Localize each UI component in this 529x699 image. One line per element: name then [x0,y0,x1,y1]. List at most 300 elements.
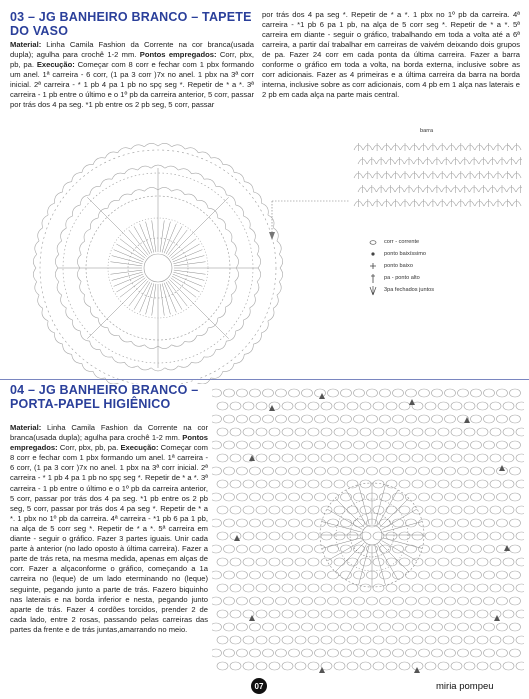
chart-stitch-mark [367,467,378,475]
chart-stitch-mark [269,428,280,436]
chart-stitch-mark [432,571,443,579]
chart-stitch-mark [61,295,67,308]
chart-stitch-mark [218,307,226,318]
symbol-legend [362,236,512,296]
chart-stitch-mark [451,402,462,410]
chart-stitch-mark [346,490,367,526]
chart-stitch-mark [321,428,332,436]
chart-stitch-mark [497,519,508,527]
chart-stitch-mark [276,467,287,475]
chart-stitch-mark [84,229,90,241]
chart-stitch-mark [269,558,280,566]
chart-stitch-mark [230,480,241,488]
chart-stitch-mark [230,636,241,644]
chart-stitch-mark [295,610,306,618]
chart-stitch-mark [224,571,235,579]
chart-stitch-mark [250,441,261,449]
chart-stitch-mark [490,636,501,644]
legend-item [362,260,512,272]
chart-stitch-mark [237,493,248,501]
chart-stitch-mark [84,295,90,307]
chart-stitch-mark [438,506,449,514]
chart-stitch-mark [100,179,112,186]
chart-stitch-mark [484,649,495,657]
chart-stitch-mark [419,649,430,657]
chart-stitch-mark [438,558,449,566]
chart-stitch-mark [516,610,524,618]
chart-stitch-mark [105,152,118,158]
chart-stitch-mark [497,415,508,423]
chart-stitch-mark [341,649,352,657]
chart-stitch-mark [302,649,313,657]
chart-stitch-mark [386,584,397,592]
chart-stitch-mark [464,610,475,618]
chart-stitch-mark [503,402,514,410]
material-label: Material: [10,40,42,49]
chart-stitch-mark [464,417,470,423]
chart-stitch-mark [499,465,505,471]
legend-label: ponto baixíssimo [384,250,426,257]
chart-stitch-mark [445,649,456,657]
chart-stitch-mark [382,541,418,562]
chart-stitch-mark [328,467,339,475]
chart-stitch-mark [354,571,365,579]
chart-stitch-mark [321,636,332,644]
stick-icon [362,273,384,284]
chart-stitch-mark [490,480,501,488]
chart-stitch-mark [315,571,326,579]
chart-stitch-mark [125,169,138,174]
chart-stitch-mark [477,558,488,566]
section1-title-line1: 03 – JG BANHEIRO BRANCO – TAPETE [10,10,252,24]
chart-stitch-mark [169,279,228,338]
chart-stitch-mark [212,415,222,423]
chart-stitch-mark [484,389,495,397]
chart-stitch-mark [172,276,200,292]
chart-stitch-mark [516,584,524,592]
chart-stitch-mark [289,571,300,579]
chart-stitch-mark [87,279,146,338]
chart-stitch-mark [334,662,345,670]
chart-stitch-mark [497,441,508,449]
chart-stitch-mark [282,662,293,670]
chart-stitch-mark [185,194,197,200]
chart-stitch-mark [230,584,241,592]
chart-stitch-mark [289,441,300,449]
chart-stitch-mark [289,545,300,553]
chart-stitch-mark [257,254,261,268]
chart-stitch-mark [158,187,172,191]
chart-stitch-mark [334,558,345,566]
chart-stitch-mark [172,341,185,346]
chart-stitch-mark [256,662,267,670]
chart-stitch-mark [308,454,319,462]
chart-stitch-mark [256,480,267,488]
chart-stitch-mark [334,610,345,618]
chart-stitch-mark [373,402,384,410]
chart-stitch-mark [471,571,482,579]
chart-stitch-mark [144,143,158,147]
chart-stitch-mark [276,649,287,657]
legend-item [362,236,512,248]
chart-stitch-mark [367,389,378,397]
chart-stitch-mark [192,357,205,363]
chart-stitch-mark [445,597,456,605]
chart-stitch-mark [328,597,339,605]
chart-stitch-mark [263,545,274,553]
chart-stitch-mark [328,623,339,631]
chart-stitch-mark [302,597,313,605]
chart-stitch-mark [80,241,85,254]
chart-stitch-mark [151,165,165,168]
chart-stitch-mark [354,597,365,605]
chart-stitch-mark [172,145,185,149]
fan-icon [362,285,384,296]
chart-stitch-mark [451,506,462,514]
chart-stitch-mark [471,519,482,527]
chart-stitch-mark [276,519,287,527]
chart-stitch-mark [386,428,397,436]
chart-stitch-mark [464,402,475,410]
chart-stitch-mark [477,584,488,592]
chart-stitch-mark [217,454,228,462]
chart-stitch-mark [360,480,371,488]
chart-stitch-mark [243,584,254,592]
chart-stitch-mark [328,571,339,579]
chart-stitch-mark [243,480,254,488]
chart-stitch-mark [116,244,144,260]
chart-stitch-mark [360,636,371,644]
chart-stitch-mark [282,454,293,462]
chart-stitch-mark [432,467,443,475]
chart-stitch-mark [464,558,475,566]
chart-stitch-mark [432,649,443,657]
chart-stitch-mark [451,558,462,566]
chart-stitch-mark [38,228,43,241]
chart-stitch-mark [308,610,319,618]
chart-stitch-mark [393,623,404,631]
chart-stitch-mark [354,467,365,475]
chart-stitch-mark [211,371,223,378]
chart-stitch-mark [256,610,267,618]
chart-stitch-mark [334,428,345,436]
chart-stitch-mark [354,649,365,657]
chart-stitch-mark [360,662,371,670]
chart-stitch-mark [373,584,384,592]
chart-stitch-mark [212,389,222,397]
chart-stitch-mark [171,239,196,258]
chart-stitch-mark [334,584,345,592]
chart-stitch-mark [244,182,253,192]
section1-title-line2: DO VASO [10,24,69,38]
chart-stitch-mark [77,255,81,269]
chart-stitch-mark [243,636,254,644]
chart-stitch-mark [48,203,55,215]
chart-stitch-mark [165,166,179,170]
chart-stitch-mark [273,295,278,308]
chart-stitch-mark [354,493,365,501]
chart-stitch-mark [55,192,63,203]
chart-stitch-mark [425,454,436,462]
chart-stitch-mark [445,571,456,579]
chart-stitch-mark [172,190,185,195]
chart-stitch-mark [341,545,352,553]
chart-stitch-mark [354,441,365,449]
chart-stitch-mark [386,662,397,670]
chart-stitch-mark [425,662,436,670]
chart-stitch-mark [477,662,488,670]
chart-stitch-mark [490,454,501,462]
chart-stitch-mark [484,493,495,501]
chart-stitch-mark [168,281,187,306]
chart-stitch-mark [250,649,261,657]
chart-stitch-mark [393,389,404,397]
chart-stitch-mark [386,506,397,514]
chart-stitch-mark [63,344,72,354]
chart-stitch-mark [458,545,469,553]
chart-stitch-mark [347,402,358,410]
chart-stitch-mark [380,498,409,527]
chart-stitch-mark [386,610,397,618]
chart-stitch-mark [419,519,430,527]
chart-stitch-mark [451,428,462,436]
chart-stitch-mark [244,344,253,354]
chart-stitch-mark [282,428,293,436]
chart-stitch-mark [438,402,449,410]
chart-stitch-mark [295,662,306,670]
chart-stitch-mark [445,493,456,501]
chart-stitch-mark [510,519,521,527]
chart-stitch-mark [243,532,254,540]
chart-stitch-mark [334,506,345,514]
chart-stitch-mark [263,519,274,527]
chart-stitch-mark [471,649,482,657]
chart-stitch-mark [72,205,80,216]
chart-stitch-mark [458,623,469,631]
chart-stitch-mark [237,389,248,397]
chart-stitch-mark [250,519,261,527]
chart-stitch-mark [393,415,404,423]
chart-stitch-mark [490,428,501,436]
chart-stitch-mark [158,143,172,147]
chart-stitch-mark [254,282,259,295]
chart-stitch-mark [119,336,131,342]
chart-stitch-mark [308,402,319,410]
section2-instructions [10,423,208,635]
chart-stitch-mark [334,454,345,462]
legend-label: pa - ponto alto [384,274,420,281]
chart-stitch-mark [321,402,332,410]
chart-stitch-mark [406,389,417,397]
chart-stitch-mark [445,389,456,397]
chart-stitch-mark [360,584,371,592]
chart-stitch-mark [412,610,423,618]
chart-stitch-mark [510,415,521,423]
chart-stitch-mark [235,268,239,282]
chart-stitch-mark [497,493,508,501]
chart-stitch-mark [308,584,319,592]
chart-stitch-mark [399,506,410,514]
chart-stitch-mark [409,399,415,405]
chart-stitch-mark [230,662,241,670]
chart-stitch-mark [212,597,222,605]
chart-stitch-mark [63,182,72,192]
chart-stitch-mark [354,389,365,397]
chart-stitch-mark [510,493,521,501]
chart-stitch-mark [438,636,449,644]
chart-stitch-mark [399,532,410,540]
chart-stitch-mark [412,584,423,592]
chart-stitch-mark [119,194,131,200]
chart-stitch-mark [451,662,462,670]
chart-stitch-mark [151,368,165,371]
chart-stitch-mark [425,506,436,514]
chart-stitch-mark [112,357,125,363]
chart-stitch-mark [308,480,319,488]
chart-stitch-mark [438,662,449,670]
chart-stitch-mark [243,506,254,514]
chart-stitch-mark [341,623,352,631]
chart-stitch-mark [236,205,244,216]
chart-stitch-mark [295,558,306,566]
chart-stitch-mark [237,545,248,553]
chart-stitch-mark [295,532,306,540]
chart-stitch-mark [256,532,267,540]
chart-stitch-mark [510,441,521,449]
chart-stitch-mark [289,649,300,657]
chart-stitch-mark [230,428,241,436]
chart-stitch-mark [373,480,384,488]
chart-stitch-mark [250,295,256,308]
chart-stitch-mark [93,158,105,165]
chart-stitch-mark [432,519,443,527]
chart-stitch-mark [347,610,358,618]
section2-title-line2: PORTA-PAPEL HIGIÊNICO [10,397,171,411]
chart-stitch-mark [497,571,508,579]
chart-stitch-mark [276,597,287,605]
chart-stitch-mark [490,610,501,618]
chart-stitch-mark [354,415,365,423]
chart-stitch-mark [276,623,287,631]
chart-stitch-mark [386,454,397,462]
legend-item [362,272,512,284]
chart-stitch-mark [263,571,274,579]
chart-stitch-mark [510,571,521,579]
chart-stitch-mark [328,441,339,449]
chart-stitch-mark [347,636,358,644]
chart-stitch-mark [464,584,475,592]
chart-stitch-mark [380,441,391,449]
chart-stitch-mark [399,558,410,566]
chart-stitch-mark [72,173,82,182]
chart-stitch-mark [327,541,363,562]
chart-stitch-mark [334,402,345,410]
chart-stitch-mark [503,558,514,566]
chart-stitch-mark [334,532,345,540]
chart-stitch-mark [315,597,326,605]
chart-stitch-mark [516,558,524,566]
chart-stitch-mark [451,584,462,592]
chart-stitch-mark [375,485,386,525]
chart-stitch-mark [346,545,367,581]
chart-stitch-mark [282,480,293,488]
chart-stitch-mark [212,545,222,553]
chart-stitch-mark [224,467,235,475]
chart-stitch-mark [295,454,306,462]
chart-stitch-mark [321,454,332,462]
chart-stitch-mark [386,402,397,410]
chart-stitch-mark [510,623,521,631]
chart-stitch-mark [72,354,82,363]
chart-stitch-mark [438,532,449,540]
chart-stitch-mark [322,522,362,533]
chart-stitch-mark [276,545,287,553]
chart-stitch-mark [289,389,300,397]
chart-stitch-mark [445,545,456,553]
chart-stitch-mark [234,173,244,182]
chart-stitch-mark [399,402,410,410]
section-divider [0,379,529,380]
material-text: Linha Camila Fashion da Corrente na cor branca(usada dupla); agulha para crochê 1-2 mm. [10,423,208,443]
chart-stitch-mark [503,584,514,592]
chart-stitch-mark [458,493,469,501]
chart-stitch-mark [399,610,410,618]
chart-stitch-mark [217,428,228,436]
chart-stitch-mark [217,506,228,514]
chart-stitch-mark [347,428,358,436]
chart-stitch-mark [55,333,63,344]
chart-stitch-mark [445,467,456,475]
chart-stitch-mark [282,506,293,514]
chart-stitch-mark [308,506,319,514]
chart-stitch-mark [38,295,43,308]
author-credit: miria pompeu [436,681,494,692]
chart-stitch-mark [458,441,469,449]
chart-stitch-mark [328,389,339,397]
chart-stitch-mark [438,454,449,462]
chart-stitch-mark [510,467,521,475]
chart-stitch-mark [295,428,306,436]
chart-stitch-mark [484,467,495,475]
chart-stitch-mark [276,493,287,501]
chart-stitch-mark [282,558,293,566]
chart-stitch-mark [321,532,332,540]
chart-stitch-mark [425,636,436,644]
chart-stitch-mark [367,623,378,631]
chart-stitch-mark [263,623,274,631]
pontos-text: Corr, pbx, pb, pa. [10,50,254,69]
barra-chart-diagram [350,136,522,216]
chart-stitch-mark [412,454,423,462]
chart-stitch-mark [373,636,384,644]
chart-stitch-mark [464,454,475,462]
chart-stitch-mark [35,241,39,254]
chart-stitch-mark [217,662,228,670]
chart-stitch-mark [263,441,274,449]
chart-stitch-mark [445,415,456,423]
chart-stitch-mark [263,467,274,475]
chart-stitch-mark [172,244,200,260]
chart-stitch-mark [464,636,475,644]
chart-stitch-mark [399,480,410,488]
chart-stitch-mark [80,331,89,341]
chart-stitch-mark [471,389,482,397]
chart-stitch-mark [269,532,280,540]
chart-stitch-mark [256,558,267,566]
chart-stitch-mark [302,493,313,501]
legend-label: corr - corrente [384,238,420,245]
chart-stitch-mark [497,623,508,631]
